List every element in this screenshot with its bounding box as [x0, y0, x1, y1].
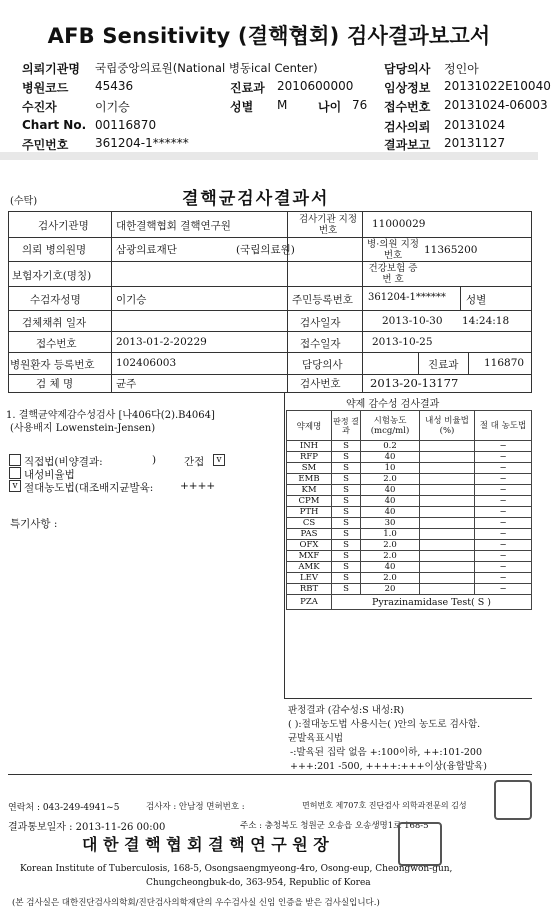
drug-ratio-cell: [420, 584, 475, 595]
document-title: 결핵균검사결과서: [182, 189, 330, 209]
sex-doc-label: 성별: [466, 294, 487, 306]
drug-row: [287, 507, 532, 518]
drug-abs-cell: −: [475, 529, 532, 540]
drug-result-cell: S: [332, 551, 361, 562]
rrn-doc-value: 361204-1******: [368, 292, 446, 303]
drug-conc-cell: 40: [361, 485, 420, 496]
request-date-label: 검사의뢰: [384, 120, 431, 134]
drug-conc-cell: 40: [361, 562, 420, 573]
agency-value: 대한결핵협회 결핵연구원: [116, 220, 231, 232]
drug-abs-cell: −: [475, 463, 532, 474]
drug-conc-cell: 2.0: [361, 474, 420, 485]
age-label: 나이: [318, 100, 342, 114]
drug-name-cell: KM: [287, 485, 332, 496]
drug-ratio-cell: [420, 529, 475, 540]
drug-result-cell: S: [332, 584, 361, 595]
drug-row: [287, 485, 532, 496]
drug-abs-cell: −: [475, 485, 532, 496]
contact-info: 연락처 : 043-249-4941~5: [8, 803, 120, 813]
drug-row: [287, 562, 532, 573]
drug-ratio-cell: [420, 507, 475, 518]
agency-label: 검사기관명: [38, 220, 89, 232]
org-address-en-2: Chungcheongbuk-do, 363-954, Republic of Korea: [146, 878, 371, 888]
drug-ratio-cell: [420, 518, 475, 529]
drug-abs-cell: −: [475, 573, 532, 584]
rrn-label: 주민번호: [22, 138, 69, 152]
insurer-label: 보험자기호(명칭): [12, 270, 92, 282]
drug-name-cell: LEV: [287, 573, 332, 584]
insurance-no-label: 건강보험 증 번 호: [368, 263, 418, 285]
specimen-value: 균주: [116, 378, 137, 390]
drug-conc-cell: 0.2: [361, 441, 420, 452]
rrn-value: 361204-1******: [95, 136, 189, 150]
requesting-clinic-value: 삼광의료재단: [116, 244, 177, 256]
drug-row: [287, 540, 532, 551]
test-date-label: 검사일자: [300, 317, 341, 329]
drug-conc-cell: 40: [361, 507, 420, 518]
specialist-seal-stamp: [494, 780, 532, 820]
patient-reg-no-label: 병원환자 등록번호: [10, 359, 95, 371]
special-notes-label: 특기사항 :: [10, 518, 58, 530]
drug-name-cell: RBT: [287, 584, 332, 595]
certification-note: (본 검사실은 대한진단검사의학회/진단검사의학재단의 우수검사실 신임 인증을 받은 검사실입니다.): [12, 898, 380, 908]
drug-abs-cell: −: [475, 562, 532, 573]
drug-abs-cell: −: [475, 507, 532, 518]
drug-ratio-cell: [420, 463, 475, 474]
age-value: 76: [352, 98, 368, 112]
hospital-code-label: 병원코드: [22, 81, 69, 95]
direct-method-checkbox: [9, 454, 21, 466]
drug-result-cell: S: [332, 485, 361, 496]
drug-ratio-cell: [420, 485, 475, 496]
growth-legend-2: +++:201 -500, ++++:+++이상(융합발육): [290, 761, 488, 772]
drug-ratio-cell: [420, 496, 475, 507]
absolute-conc-checkbox: v: [9, 480, 21, 492]
drug-result-cell: S: [332, 452, 361, 463]
department-label: 진료과: [230, 81, 265, 95]
org-name: 대 한 결 핵 협 회 결 핵 연 구 원 장: [82, 835, 329, 854]
drug-conc-cell: 1.0: [361, 529, 420, 540]
drug-abs-cell: −: [475, 441, 532, 452]
drug-ratio-cell: [420, 551, 475, 562]
col-drug-header: 약제명: [287, 411, 332, 441]
test-number-value: 2013-20-13177: [370, 376, 459, 390]
drug-row: [287, 474, 532, 485]
drug-row: [287, 441, 532, 452]
drug-conc-cell: 40: [361, 452, 420, 463]
drug-result-cell: S: [332, 463, 361, 474]
test-date-value: 2013-10-30: [382, 315, 443, 327]
receipt-no-label: 접수번호: [384, 100, 431, 114]
agency-no-label: 검사기관 지정번호: [298, 214, 358, 236]
growth-legend-title: 균발육표시법: [288, 733, 344, 744]
requesting-org-value: 국립중앙의료원(National 병동ical Center): [95, 61, 318, 75]
drug-name-cell: AMK: [287, 562, 332, 573]
drug-name-cell: RFP: [287, 452, 332, 463]
drug-table: [286, 410, 532, 610]
dept-doc-label: 진료과: [428, 359, 459, 371]
drug-abs-cell: −: [475, 496, 532, 507]
drug-name-cell: PAS: [287, 529, 332, 540]
drug-abs-cell: −: [475, 540, 532, 551]
drug-name-cell: PTH: [287, 507, 332, 518]
drug-ratio-cell: [420, 540, 475, 551]
drug-name-cell: CS: [287, 518, 332, 529]
drug-row: [287, 496, 532, 507]
drug-abs-cell: −: [475, 518, 532, 529]
receipt-no-value: 20131024-06003: [444, 98, 548, 112]
judge-legend: 판정결과 (감수성:S 내성:R): [288, 705, 405, 716]
drug-name-cell: EMB: [287, 474, 332, 485]
drug-abs-cell: −: [475, 551, 532, 562]
pza-value: Pyrazinamidase Test( S ): [332, 595, 532, 610]
direct-method-label: 직접법(비양결과:: [24, 456, 103, 468]
sex-label: 성별: [230, 100, 254, 114]
resistance-ratio-label: 내성비율법: [24, 469, 75, 481]
col-abs-header: 절 대 농도법: [475, 411, 532, 441]
drug-row: [287, 518, 532, 529]
drug-section-title: 약제 감수성 검사결과: [346, 399, 440, 410]
indirect-method-label: 간접: [184, 456, 205, 468]
drug-ratio-cell: [420, 452, 475, 463]
patient-value: 이기승: [95, 100, 130, 114]
tester-info: 검사자 : 안남정 면허번호 :: [146, 802, 245, 812]
sex-value: M: [277, 98, 288, 112]
pza-label: PZA: [287, 595, 332, 610]
doctor-value: 정인아: [444, 62, 479, 76]
agency-no-value: 11000029: [372, 218, 426, 230]
drug-conc-cell: 2.0: [361, 551, 420, 562]
patient-label: 수진자: [22, 100, 57, 114]
test-time-value: 14:24:18: [462, 315, 510, 327]
chart-no-label: Chart No.: [22, 118, 87, 132]
growth-legend-1: -:발육된 집락 없음 +:100이하, ++:101-200: [290, 747, 482, 758]
drug-name-cell: SM: [287, 463, 332, 474]
examinee-name-label: 수검자성명: [30, 294, 81, 306]
test-method-title: 1. 결핵균약제감수성검사 [나406다(2).B4064]: [6, 410, 215, 421]
control-growth-value: ++++: [180, 480, 216, 492]
drug-result-cell: S: [332, 496, 361, 507]
drug-result-cell: S: [332, 474, 361, 485]
drug-ratio-cell: [420, 474, 475, 485]
org-address-en-1: Korean Institute of Tuberculosis, 168-5, Osongsaengmyeong-4ro, Osong-eup, Cheongwon-gun,: [20, 864, 453, 874]
receipt-number-label: 접수번호: [36, 338, 77, 350]
dept-doc-value: 116870: [484, 357, 525, 369]
requesting-org-label: 의뢰기관명: [22, 62, 80, 76]
address-info: 주소 : 충청북도 청원군 오송읍 오송생명1로 168-5: [240, 821, 429, 831]
drug-result-cell: S: [332, 573, 361, 584]
drug-ratio-cell: [420, 441, 475, 452]
drug-conc-cell: 2.0: [361, 573, 420, 584]
drug-name-cell: MXF: [287, 551, 332, 562]
examinee-name-value: 이기승: [116, 294, 147, 306]
drug-row: [287, 551, 532, 562]
receipt-tag: (수탁): [10, 196, 38, 207]
drug-ratio-cell: [420, 562, 475, 573]
drug-name-cell: OFX: [287, 540, 332, 551]
drug-conc-cell: 30: [361, 518, 420, 529]
test-number-label: 검사번호: [300, 378, 341, 390]
receipt-number-value: 2013-01-2-20229: [116, 336, 207, 348]
direct-method-close: ): [152, 454, 157, 466]
drug-conc-cell: 40: [361, 496, 420, 507]
drug-result-cell: S: [332, 518, 361, 529]
absolute-conc-label: 절대농도법(대조배지균발육:: [24, 482, 154, 494]
drug-name-cell: CPM: [287, 496, 332, 507]
request-date-value: 20131024: [444, 118, 506, 132]
drug-row: [287, 573, 532, 584]
drug-abs-cell: −: [475, 452, 532, 463]
collection-date-label: 검체채취 일자: [22, 317, 87, 329]
drug-ratio-cell: [420, 573, 475, 584]
report-date-info: 결과통보일자 : 2013-11-26 00:00: [8, 822, 166, 833]
receipt-date-value: 2013-10-25: [372, 336, 433, 348]
report-date-value: 20131127: [444, 136, 506, 150]
drug-row: [287, 529, 532, 540]
drug-conc-cell: 10: [361, 463, 420, 474]
medium-info: (사용배지 Lowenstein-Jensen): [10, 423, 156, 434]
attending-doctor-label: 담당의사: [302, 359, 343, 371]
col-ratio-header: 내성 비율법(%): [420, 411, 475, 441]
drug-conc-cell: 20: [361, 584, 420, 595]
drug-abs-cell: −: [475, 474, 532, 485]
hospital-code-value: 45436: [95, 79, 134, 93]
resistance-ratio-checkbox: [9, 467, 21, 479]
clinical-info-label: 임상정보: [384, 81, 431, 95]
indirect-method-checkbox: v: [213, 454, 225, 466]
drug-conc-cell: 2.0: [361, 540, 420, 551]
requesting-clinic-label: 의뢰 병의원명: [22, 244, 87, 256]
drug-row: [287, 463, 532, 474]
clinic-no-label: 병·의원 지정번호: [367, 239, 419, 261]
chart-no-value: 00116870: [95, 118, 157, 132]
department-value: 2010600000: [277, 79, 354, 93]
drug-row: [287, 452, 532, 463]
drug-result-cell: S: [332, 507, 361, 518]
col-conc-header: 시험농도 (mcg/ml): [361, 411, 420, 441]
report-date-label: 결과보고: [384, 138, 431, 152]
patient-reg-no-value: 102406003: [116, 357, 177, 369]
requesting-clinic-sub: (국립의료원): [236, 244, 295, 256]
judge-note: ( ):절대농도법 사용시는( )안의 농도로 검사함.: [288, 719, 481, 730]
license-info: 면허번호 제707호 진단검사 의학과전문의 김성: [302, 801, 467, 810]
col-result-header: 판정 결과: [332, 411, 361, 441]
doctor-label: 담당의사: [384, 62, 431, 76]
receipt-date-label: 접수일자: [300, 338, 341, 350]
clinical-info-value: 20131022E10040: [444, 79, 551, 93]
specimen-label: 검 체 명: [36, 378, 74, 390]
drug-result-cell: S: [332, 540, 361, 551]
report-title: AFB Sensitivity (결핵협회) 검사결과보고서: [47, 24, 491, 48]
drug-abs-cell: −: [475, 584, 532, 595]
clinic-no-value: 11365200: [424, 244, 478, 256]
drug-result-cell: S: [332, 562, 361, 573]
drug-name-cell: INH: [287, 441, 332, 452]
scanned-result-document: [0, 160, 538, 918]
drug-result-cell: S: [332, 441, 361, 452]
drug-row: [287, 584, 532, 595]
section-separator: [0, 152, 538, 160]
drug-result-cell: S: [332, 529, 361, 540]
director-seal-stamp: [398, 822, 442, 866]
rrn-doc-label: 주민등록번호: [292, 294, 353, 306]
